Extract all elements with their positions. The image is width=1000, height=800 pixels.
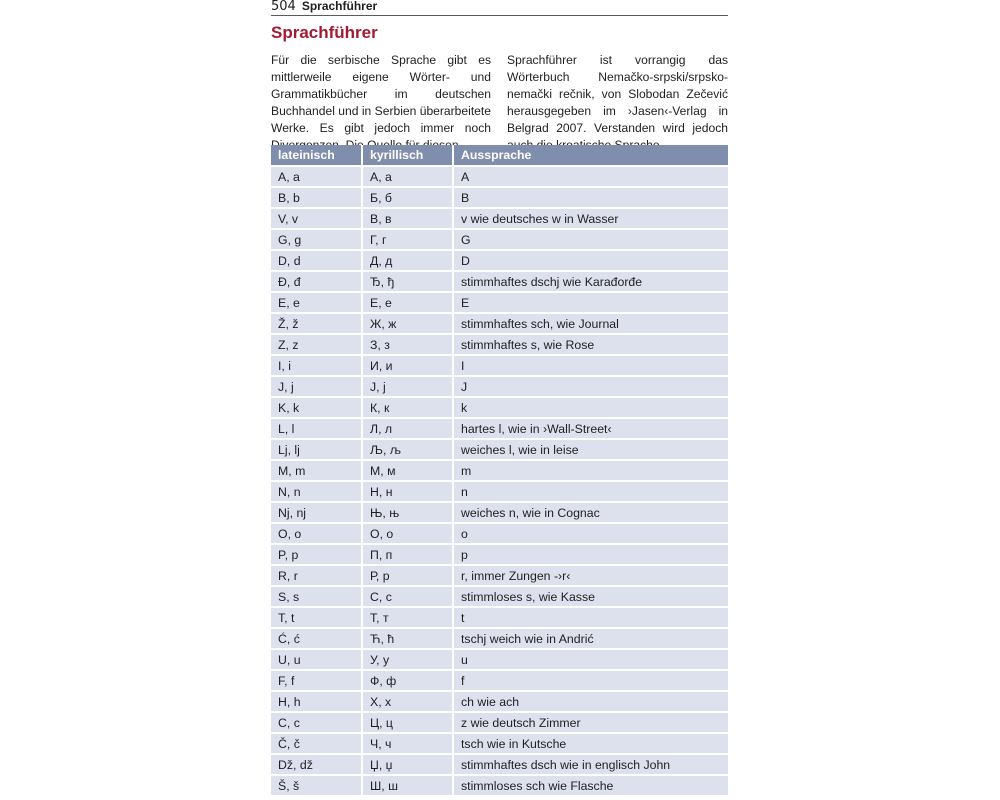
table-row <box>271 417 728 438</box>
latin-cell: D, d <box>271 249 363 270</box>
pronunciation-cell: D <box>454 249 728 270</box>
cyrillic-cell: Ј, ј <box>363 375 454 396</box>
cyrillic-cell: Р, р <box>363 564 454 585</box>
cyrillic-cell: Џ, џ <box>363 753 454 774</box>
table-row <box>271 669 728 690</box>
pronunciation-cell: weiches l, wie in leise <box>454 438 728 459</box>
cyrillic-cell: Д, д <box>363 249 454 270</box>
latin-cell: B, b <box>271 186 363 207</box>
cyrillic-cell: Њ, њ <box>363 501 454 522</box>
latin-cell: S, s <box>271 585 363 606</box>
table-row <box>271 585 728 606</box>
pronunciation-cell: tsch wie in Kutsche <box>454 732 728 753</box>
table-row <box>271 774 728 795</box>
pronunciation-cell: m <box>454 459 728 480</box>
cyrillic-cell: Т, т <box>363 606 454 627</box>
table-row <box>271 501 728 522</box>
cyrillic-cell: Ч, ч <box>363 732 454 753</box>
cyrillic-cell: П, п <box>363 543 454 564</box>
book-page <box>271 0 728 800</box>
table-row <box>271 333 728 354</box>
cyrillic-cell: Ф, ф <box>363 669 454 690</box>
table-row <box>271 312 728 333</box>
cyrillic-cell: Ж, ж <box>363 312 454 333</box>
table-row <box>271 291 728 312</box>
pronunciation-cell: stimmloses sch wie Flasche <box>454 774 728 795</box>
cyrillic-cell: Г, г <box>363 228 454 249</box>
intro-right-column: Sprachführer ist vorrangig das Wörterbuch Nemačko-srpski/srpsko-nemački rečnik, von Slobodan Zečević herausgegeben im ›Jasen‹-Verlag in Belgrad 2007. Verstanden wird jedoch <box>507 53 728 135</box>
table-header-row <box>271 145 728 165</box>
running-head-section: Sprachführer <box>301 0 378 13</box>
pronunciation-cell: B <box>454 186 728 207</box>
cyrillic-cell: У, у <box>363 648 454 669</box>
latin-cell: E, e <box>271 291 363 312</box>
table-row <box>271 711 728 732</box>
pronunciation-cell: f <box>454 669 728 690</box>
cyrillic-cell: О, о <box>363 522 454 543</box>
table-row <box>271 165 728 186</box>
latin-cell: I, i <box>271 354 363 375</box>
table-row <box>271 354 728 375</box>
cyrillic-cell: Е, е <box>363 291 454 312</box>
table-row <box>271 459 728 480</box>
latin-cell: Đ, đ <box>271 270 363 291</box>
pronunciation-cell: o <box>454 522 728 543</box>
latin-cell: O, o <box>271 522 363 543</box>
table-row <box>271 249 728 270</box>
pronunciation-cell: n <box>454 480 728 501</box>
cyrillic-cell: Б, б <box>363 186 454 207</box>
page-number: 504 <box>271 0 296 14</box>
page-title: Sprachführer <box>271 23 378 42</box>
table-row <box>271 543 728 564</box>
header-kyrillisch: kyrillisch <box>363 145 454 165</box>
cyrillic-cell: З, з <box>363 333 454 354</box>
intro-left-column: Für die serbische Sprache gibt es mittlerweile eigene Wörter- und Grammatikbücher im deutschen Buchhandel und in Serbien überarbeitete Werke. Es gibt jedoch immer noch <box>271 53 491 135</box>
pronunciation-cell: stimmhaftes s, wie Rose <box>454 333 728 354</box>
table-row <box>271 207 728 228</box>
table-row <box>271 627 728 648</box>
latin-cell: P, p <box>271 543 363 564</box>
latin-cell: H, h <box>271 690 363 711</box>
alphabet-table <box>271 145 728 795</box>
table-row <box>271 396 728 417</box>
cyrillic-cell: Ш, ш <box>363 774 454 795</box>
pronunciation-cell: tschj weich wie in Andrić <box>454 627 728 648</box>
cyrillic-cell: Ћ, ћ <box>363 627 454 648</box>
cyrillic-cell: Х, х <box>363 690 454 711</box>
latin-cell: Ć, ć <box>271 627 363 648</box>
cyrillic-cell: Н, н <box>363 480 454 501</box>
latin-cell: Lj, lj <box>271 438 363 459</box>
latin-cell: M, m <box>271 459 363 480</box>
latin-cell: N, n <box>271 480 363 501</box>
cyrillic-cell: Ђ, ђ <box>363 270 454 291</box>
latin-cell: V, v <box>271 207 363 228</box>
table-row <box>271 606 728 627</box>
cyrillic-cell: М, м <box>363 459 454 480</box>
pronunciation-cell: weiches n, wie in Cognac <box>454 501 728 522</box>
pronunciation-cell: v wie deutsches w in Wasser <box>454 207 728 228</box>
cyrillic-cell: А, а <box>363 165 454 186</box>
table-row <box>271 522 728 543</box>
cyrillic-cell: Љ, љ <box>363 438 454 459</box>
pronunciation-cell: G <box>454 228 728 249</box>
latin-cell: Ž, ž <box>271 312 363 333</box>
latin-cell: J, j <box>271 375 363 396</box>
cyrillic-cell: Л, л <box>363 417 454 438</box>
latin-cell: R, r <box>271 564 363 585</box>
pronunciation-cell: z wie deutsch Zimmer <box>454 711 728 732</box>
latin-cell: Č, č <box>271 732 363 753</box>
table-row <box>271 270 728 291</box>
table-row <box>271 690 728 711</box>
latin-cell: C, c <box>271 711 363 732</box>
cyrillic-cell: И, и <box>363 354 454 375</box>
latin-cell: Nj, nj <box>271 501 363 522</box>
latin-cell: Dž, dž <box>271 753 363 774</box>
pronunciation-cell: stimmloses s, wie Kasse <box>454 585 728 606</box>
latin-cell: Z, z <box>271 333 363 354</box>
latin-cell: Š, š <box>271 774 363 795</box>
cyrillic-cell: Ц, ц <box>363 711 454 732</box>
header-aussprache: Aussprache <box>454 145 728 165</box>
latin-cell: L, l <box>271 417 363 438</box>
table-body <box>271 165 728 795</box>
latin-cell: U, u <box>271 648 363 669</box>
pronunciation-cell: stimmhaftes dsch wie in englisch John <box>454 753 728 774</box>
pronunciation-cell: stimmhaftes sch, wie Journal <box>454 312 728 333</box>
latin-cell: T, t <box>271 606 363 627</box>
pronunciation-cell: I <box>454 354 728 375</box>
latin-cell: K, k <box>271 396 363 417</box>
pronunciation-cell: u <box>454 648 728 669</box>
table-row <box>271 480 728 501</box>
table-row <box>271 732 728 753</box>
latin-cell: G, g <box>271 228 363 249</box>
pronunciation-cell: ch wie ach <box>454 690 728 711</box>
pronunciation-cell: k <box>454 396 728 417</box>
table-row <box>271 564 728 585</box>
table-row <box>271 648 728 669</box>
cyrillic-cell: К, к <box>363 396 454 417</box>
table-row <box>271 753 728 774</box>
header-lateinisch: lateinisch <box>271 145 363 165</box>
pronunciation-cell: A <box>454 165 728 186</box>
table-row <box>271 438 728 459</box>
pronunciation-cell: r, immer Zungen -›r‹ <box>454 564 728 585</box>
latin-cell: A, a <box>271 165 363 186</box>
cyrillic-cell: С, с <box>363 585 454 606</box>
pronunciation-cell: t <box>454 606 728 627</box>
pronunciation-cell: J <box>454 375 728 396</box>
table-row <box>271 228 728 249</box>
cyrillic-cell: В, в <box>363 207 454 228</box>
pronunciation-cell: E <box>454 291 728 312</box>
table-row <box>271 186 728 207</box>
table-row <box>271 375 728 396</box>
pronunciation-cell: hartes l, wie in ›Wall-Street‹ <box>454 417 728 438</box>
pronunciation-cell: p <box>454 543 728 564</box>
pronunciation-cell: stimmhaftes dschj wie Karađorđe <box>454 270 728 291</box>
running-head <box>271 0 728 16</box>
latin-cell: F, f <box>271 669 363 690</box>
